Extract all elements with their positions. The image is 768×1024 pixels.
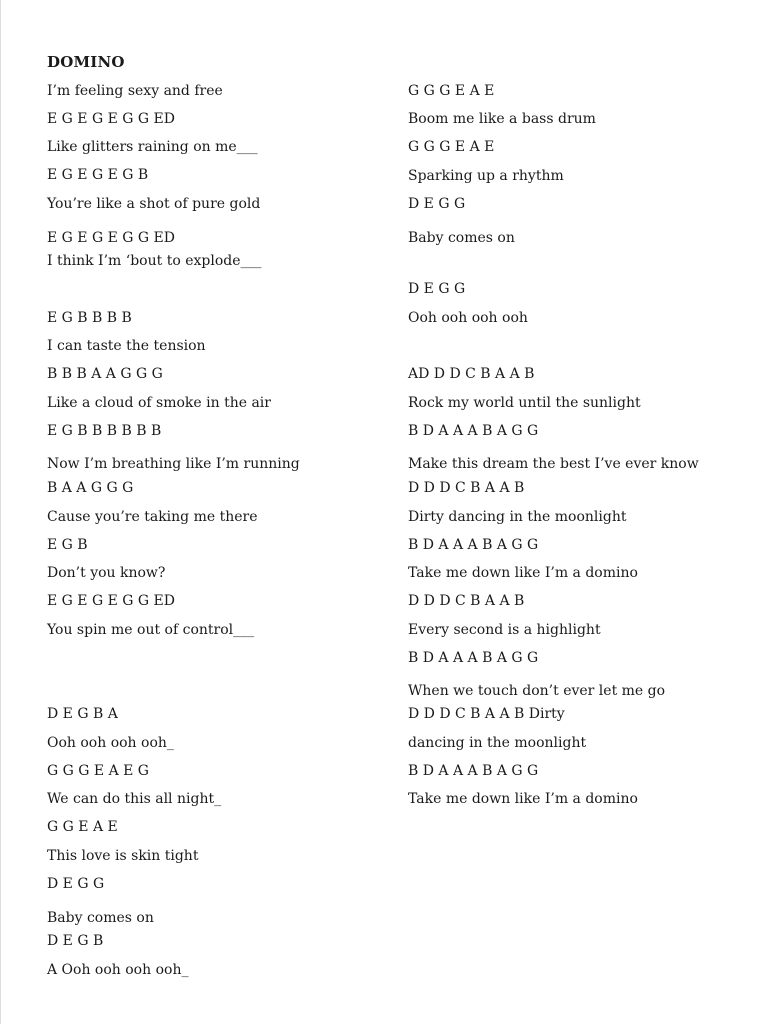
lyric-line: Baby comes on <box>47 910 154 926</box>
lyric-line: Cause you’re taking me there <box>47 509 258 525</box>
notes-line: E G B <box>47 537 88 553</box>
notes-line: B D A A A B A G G <box>408 650 539 666</box>
notes-line: B D A A A B A G G <box>408 537 539 553</box>
notes-line: E G E G E G G ED <box>47 593 175 609</box>
notes-line: D D D C B A A B <box>408 593 525 609</box>
notes-line: E G E G E G B <box>47 167 149 183</box>
lyric-line: Ooh ooh ooh ooh <box>408 310 528 326</box>
notes-line: D E G G <box>408 196 466 212</box>
lyric-line: Sparking up a rhythm <box>408 168 564 184</box>
lyric-line: Ooh ooh ooh ooh_ <box>47 735 174 751</box>
notes-line: E G B B B B B B <box>47 423 162 439</box>
lyric-line: Take me down like I’m a domino <box>408 791 638 807</box>
lyric-line: Dirty dancing in the moonlight <box>408 509 627 525</box>
notes-line: G G E A E <box>47 819 118 835</box>
notes-line: B D A A A B A G G <box>408 763 539 779</box>
notes-line: B D A A A B A G G <box>408 423 539 439</box>
lyric-line: A Ooh ooh ooh ooh_ <box>47 962 189 978</box>
notes-line: D D D C B A A B Dirty <box>408 706 565 722</box>
lyric-line: This love is skin tight <box>47 848 199 864</box>
lyric-line: Like a cloud of smoke in the air <box>47 395 271 411</box>
lyric-line: I’m feeling sexy and free <box>47 83 223 99</box>
lyric-line: You’re like a shot of pure gold <box>47 196 261 212</box>
lyric-line: You spin me out of control___ <box>47 622 255 638</box>
lyric-line: Baby comes on <box>408 230 515 246</box>
notes-line: E G E G E G G ED <box>47 230 175 246</box>
notes-line: E G E G E G G ED <box>47 111 175 127</box>
lyric-line: Don’t you know? <box>47 565 166 581</box>
notes-line: D D D C B A A B <box>408 480 525 496</box>
notes-line: D E G G <box>408 281 466 297</box>
lyric-line: Boom me like a bass drum <box>408 111 596 127</box>
notes-line: D E G B <box>47 933 104 949</box>
notes-line: E G B B B B <box>47 310 132 326</box>
song-title: DOMINO <box>47 53 125 71</box>
lyric-line: Like glitters raining on me___ <box>47 139 258 155</box>
notes-line: D E G B A <box>47 706 118 722</box>
notes-line: G G G E A E G <box>47 763 149 779</box>
lyric-line: Take me down like I’m a domino <box>408 565 638 581</box>
notes-line: AD D D C B A A B <box>408 366 535 382</box>
notes-line: B B B A A G G G <box>47 366 163 382</box>
notes-line: G G G E A E <box>408 139 495 155</box>
lyric-line: I think I’m ‘bout to explode___ <box>47 253 262 269</box>
lyric-line: Rock my world until the sunlight <box>408 395 641 411</box>
lyric-line: dancing in the moonlight <box>408 735 587 751</box>
lyric-line: I can taste the tension <box>47 338 206 354</box>
lyric-line: We can do this all night_ <box>47 791 222 807</box>
lyric-line: Every second is a highlight <box>408 622 601 638</box>
notes-line: B A A G G G <box>47 480 134 496</box>
notes-line: D E G G <box>47 876 105 892</box>
lyric-line: When we touch don’t ever let me go <box>408 683 666 699</box>
lyric-line: Now I’m breathing like I’m running <box>47 456 300 472</box>
lyric-line: Make this dream the best I’ve ever know <box>408 456 699 472</box>
notes-line: G G G E A E <box>408 83 495 99</box>
